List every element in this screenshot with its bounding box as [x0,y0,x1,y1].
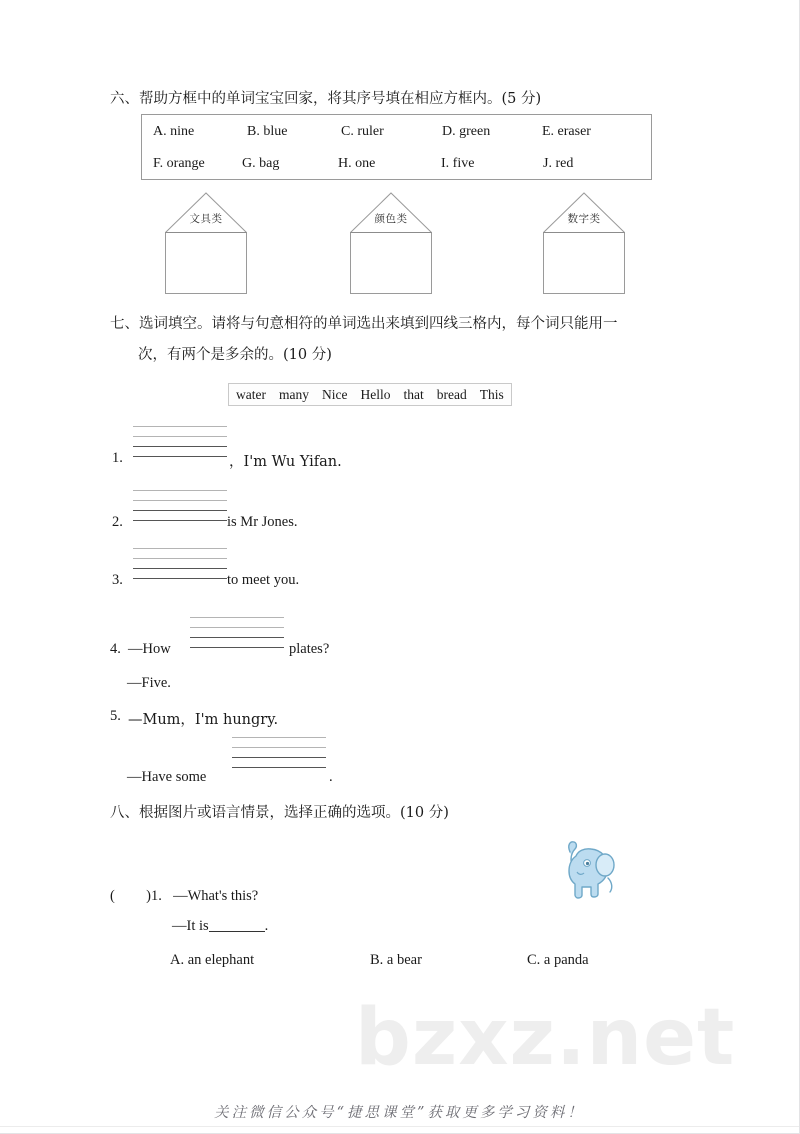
wordbank-word: Nice [321,386,348,402]
footer-promo-text: 关注微信公众号“捷思课堂”获取更多学习资料！ [214,1105,585,1121]
wordbank-word: that [403,386,424,402]
wordbank-item: G. bag [242,155,280,171]
house-label: 数字类 [567,213,601,225]
fill-item-5-before: —Have some [127,769,207,785]
fill-item-3-number: 3. [112,572,123,588]
section-8-heading: 八、根据图片或语言情景，选择正确的选项。(10 分) [110,805,449,821]
answer-bracket[interactable] [110,888,258,905]
house-body [350,232,432,294]
fill-item-2-text: is Mr Jones. [227,514,298,530]
wordbank-item: D. green [442,123,491,139]
category-house-stationery[interactable] [165,192,247,295]
bracket-close: ) [146,888,151,904]
fill-item-4-before: —How [128,641,171,657]
question-line-1: —What's this? [173,888,259,904]
section-6-wordbank-box [141,114,652,180]
writing-guide-5[interactable] [232,737,326,767]
option-a[interactable]: A. an elephant [170,952,255,968]
option-b[interactable]: B. a bear [370,952,422,968]
house-label: 文具类 [189,213,223,225]
elephant-icon [546,838,616,906]
house-body [165,232,247,294]
wordbank-row-1 [142,115,651,148]
question-number: 1. [150,888,162,904]
section-7-heading-line-1: 七、选词填空。请将与句意相符的单词选出来填到四线三格内，每个词只能用一 [110,316,618,332]
question-line-2-after: . [264,918,269,934]
fill-item-2-number: 2. [112,514,123,530]
fill-item-5-after: . [329,769,333,785]
house-label: 颜色类 [374,213,408,225]
category-house-numbers[interactable] [543,192,625,295]
fill-item-1-number: 1. [112,450,123,466]
fill-item-4-number: 4. [110,641,121,657]
wordbank-item: F. orange [153,155,205,171]
section-7-heading-line-2: 次，有两个是多余的。(10 分) [138,347,332,363]
wordbank-word: water [236,386,266,402]
wordbank-item: J. red [543,155,574,171]
section-7-wordbank [228,383,512,406]
writing-guide-4[interactable] [190,617,284,647]
site-watermark: bzxz.net [355,993,736,1083]
wordbank-word: bread [436,386,467,402]
house-body [543,232,625,294]
category-house-colors[interactable] [350,192,432,295]
wordbank-item: C. ruler [341,123,384,139]
question-line-2-before: —It is [172,918,209,934]
wordbank-word: many [278,386,309,402]
wordbank-item: E. eraser [542,123,591,139]
fill-item-5-number: 5. [110,708,121,724]
option-c[interactable]: C. a panda [527,952,589,968]
writing-guide-3[interactable] [133,548,227,578]
writing-guide-1[interactable] [133,426,227,456]
wordbank-item: B. blue [247,123,288,139]
wordbank-item: A. nine [153,123,195,139]
wordbank-row-2 [142,147,651,180]
section-6-heading: 六、帮助方框中的单词宝宝回家，将其序号填在相应方框内。(5 分) [110,91,542,107]
fill-item-3-text: to meet you. [227,572,300,588]
fill-item-4-reply: —Five. [127,675,171,691]
fill-item-4-after: plates? [289,641,330,657]
fill-item-1-text: ，I'm Wu Yifan. [229,454,342,470]
bracket-open: ( [110,888,115,904]
fill-item-5-prompt: —Mum，I'm hungry. [128,712,279,728]
wordbank-item: H. one [338,155,376,171]
wordbank-item: I. five [441,155,475,171]
wordbank-word: This [479,386,504,402]
wordbank-word: Hello [360,386,391,402]
answer-blank[interactable] [209,918,265,932]
question-line-2 [172,918,268,935]
footer-divider [0,1126,799,1127]
writing-guide-2[interactable] [133,490,227,520]
